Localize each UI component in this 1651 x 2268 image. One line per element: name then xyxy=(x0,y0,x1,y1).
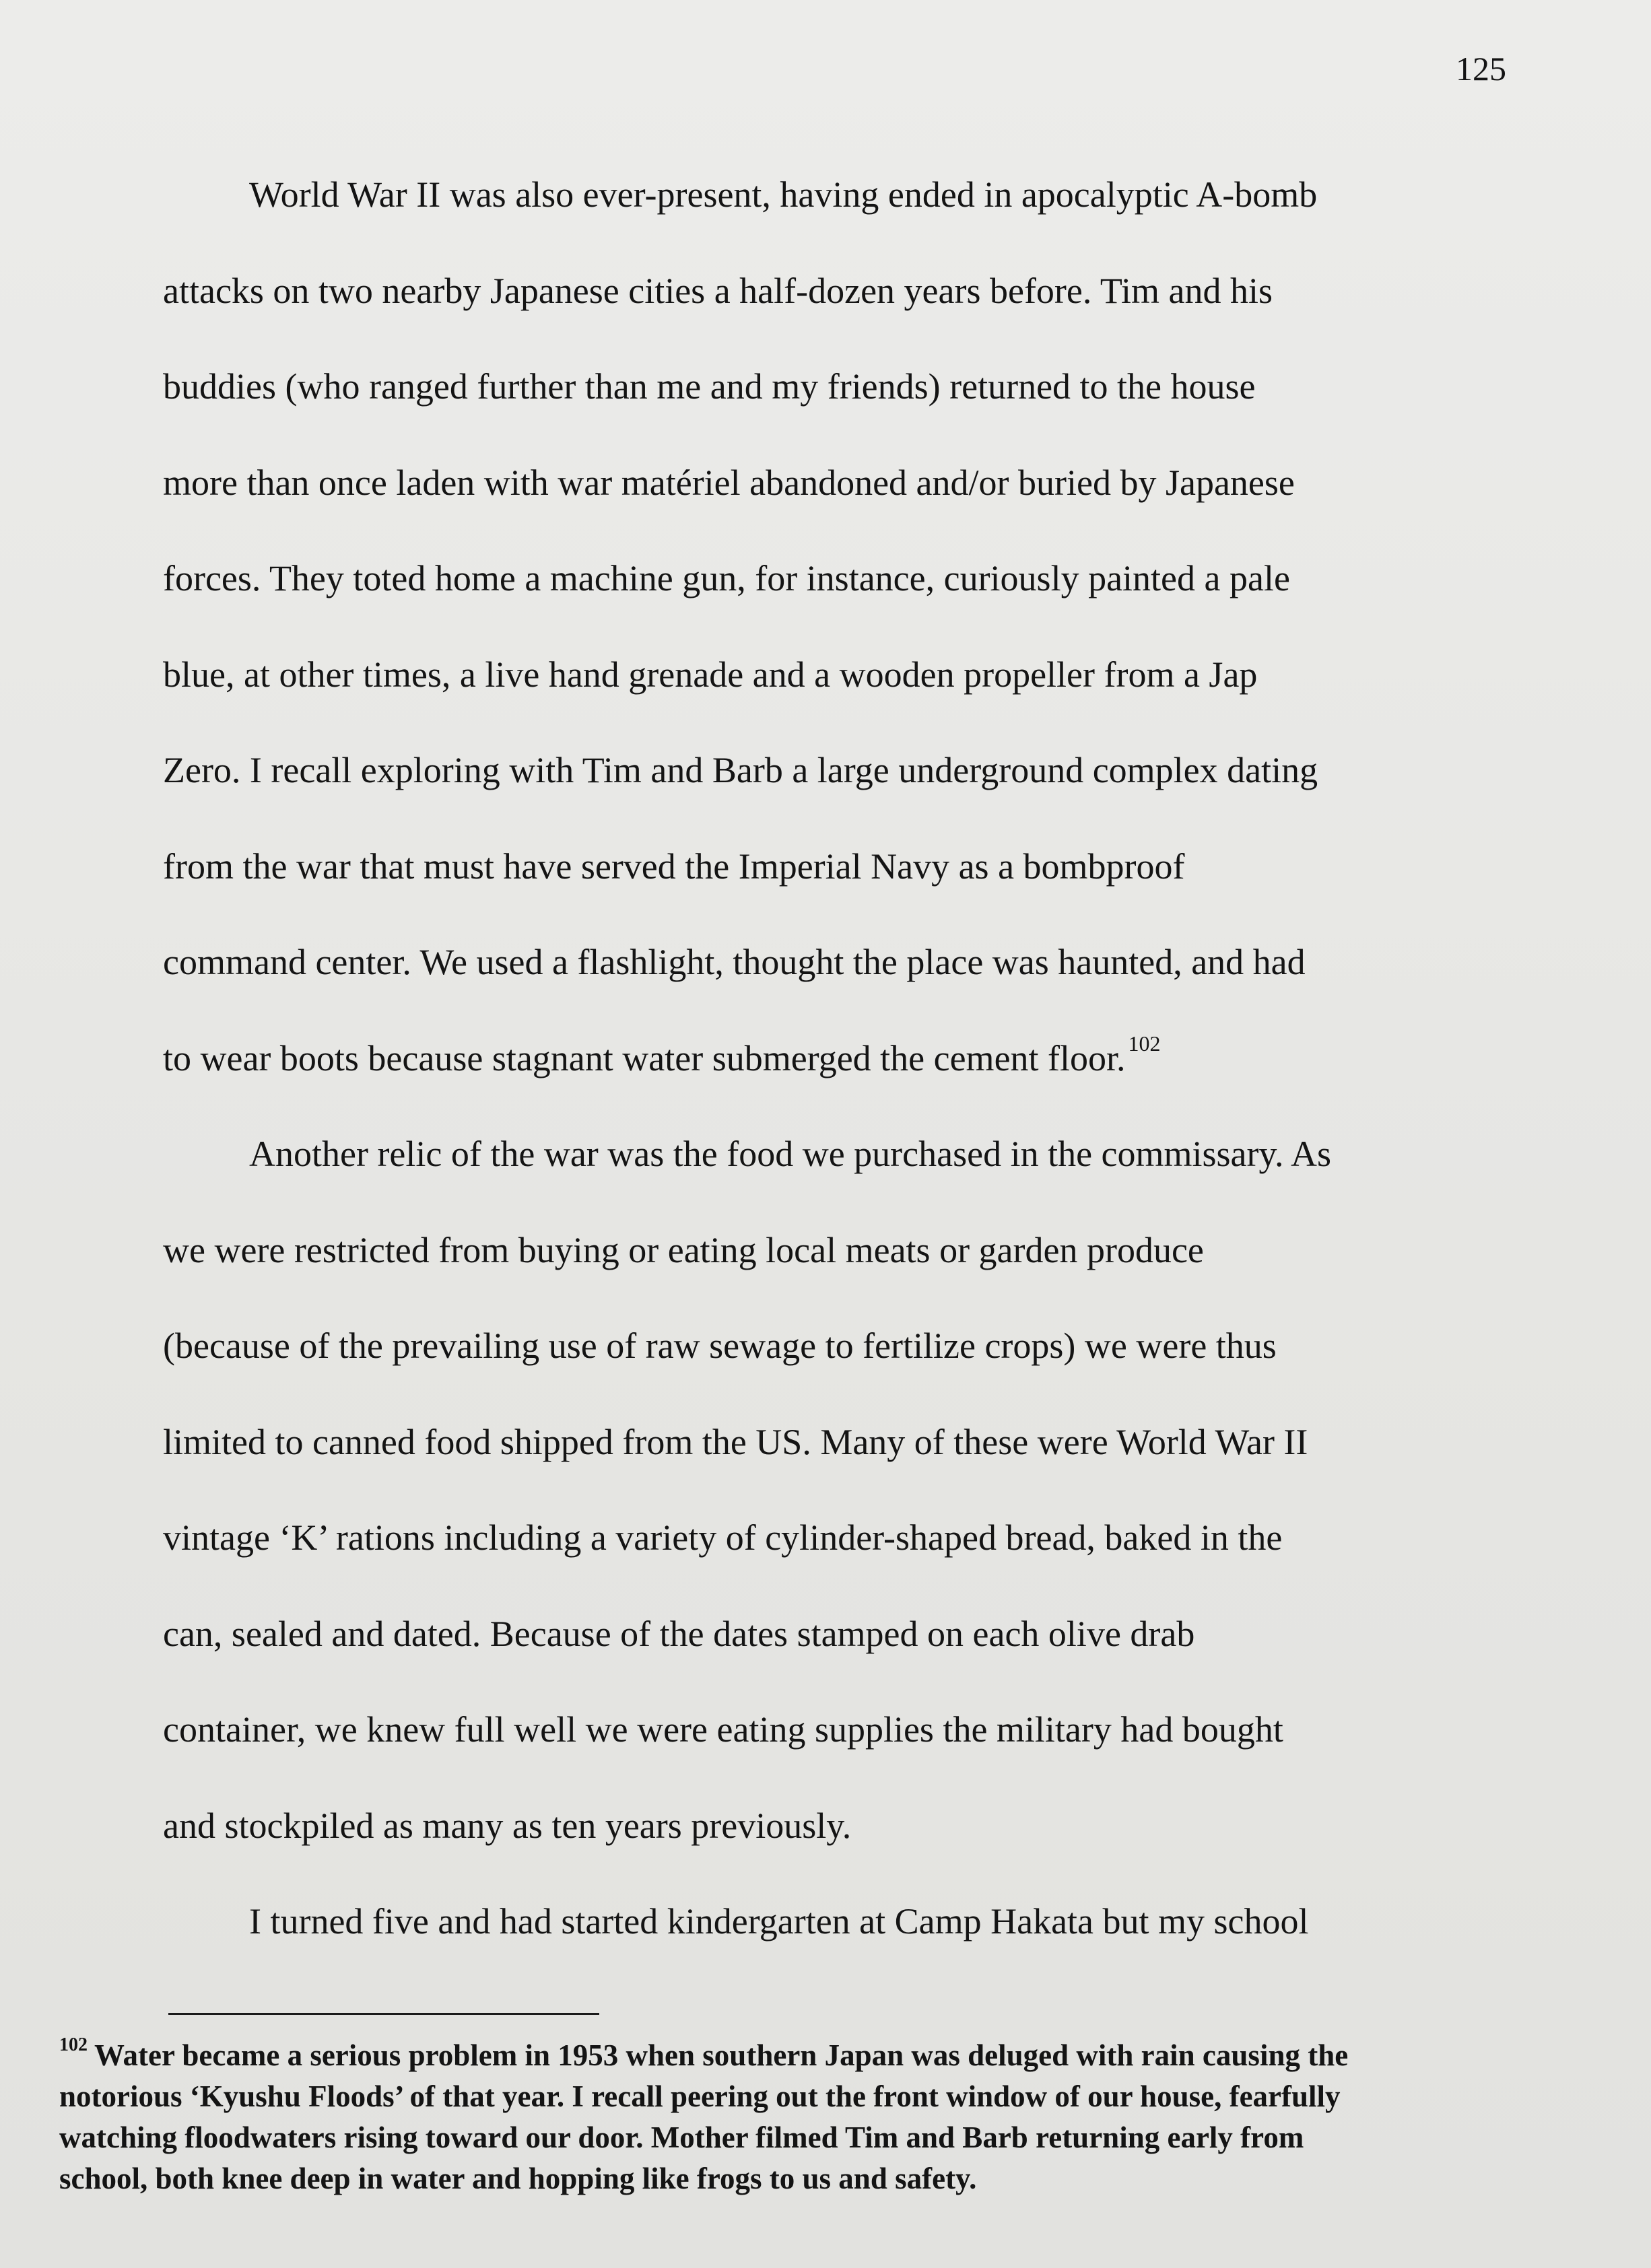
page-number: 125 xyxy=(1456,50,1506,88)
paragraph-1-line-8: from the war that must have served the Imperial Navy as a bombproof xyxy=(163,846,1185,887)
paragraph-2-line-6: can, sealed and dated. Because of the dates stamped on each olive drab xyxy=(163,1613,1195,1654)
paragraph-2-line-7: container, we knew full well we were eating supplies the military had bought xyxy=(163,1709,1283,1750)
paragraph-2-line-5: vintage ‘K’ rations including a variety of cylinder-shaped bread, baked in the xyxy=(163,1517,1283,1558)
footnote-line-3: watching floodwaters rising toward our door. Mother filmed Tim and Barb returning early from xyxy=(59,2121,1304,2154)
paragraph-1-line-10 xyxy=(163,1010,1496,1107)
footnote xyxy=(59,2035,1514,2199)
paragraph-1-line-1: World War II was also ever-present, having ended in apocalyptic A-bomb xyxy=(249,174,1318,215)
paragraph-1-line-2: attacks on two nearby Japanese cities a half-dozen years before. Tim and his xyxy=(163,270,1273,311)
paragraph-2-line-4: limited to canned food shipped from the US. Many of these were World War II xyxy=(163,1421,1308,1462)
paragraph-2-line-8: and stockpiled as many as ten years previously. xyxy=(163,1805,852,1846)
footnote-separator xyxy=(168,2013,599,2015)
paragraph-3-line-1: I turned five and had started kindergarten at Camp Hakata but my school xyxy=(249,1901,1309,1941)
footnote-line-2: notorious ‘Kyushu Floods’ of that year. I recall peering out the front window of our house, fearfully xyxy=(59,2080,1341,2113)
paragraph-1-line-3: buddies (who ranged further than me and my friends) returned to the house xyxy=(163,366,1256,407)
paragraph-2-line-1: Another relic of the war was the food we purchased in the commissary. As xyxy=(249,1134,1332,1174)
paragraph-1-line-6: blue, at other times, a live hand grenade and a wooden propeller from a Jap xyxy=(163,654,1258,695)
footnote-line-1 xyxy=(59,2035,1514,2076)
paragraph-1-line-10-text: to wear boots because stagnant water submerged the cement floor. xyxy=(163,1037,1126,1078)
paragraph-1-line-9: command center. We used a flashlight, thought the place was haunted, and had xyxy=(163,942,1306,982)
paragraph-1-line-4: more than once laden with war matériel abandoned and/or buried by Japanese xyxy=(163,462,1295,503)
footnote-line-1-text: Water became a serious problem in 1953 when southern Japan was deluged with rain causing the xyxy=(94,2038,1349,2072)
paragraph-2-line-2: we were restricted from buying or eating local meats or garden produce xyxy=(163,1229,1204,1270)
paragraph-1-line-7: Zero. I recall exploring with Tim and Barb a large underground complex dating xyxy=(163,750,1318,790)
footnote-line-4: school, both knee deep in water and hopping like frogs to us and safety. xyxy=(59,2162,977,2195)
body-text xyxy=(163,147,1496,1970)
paragraph-1-line-5: forces. They toted home a machine gun, for instance, curiously painted a pale xyxy=(163,558,1290,598)
paragraph-2-line-3: (because of the prevailing use of raw sewage to fertilize crops) we were thus xyxy=(163,1326,1277,1366)
footnote-number: 102 xyxy=(59,2034,88,2055)
footnote-reference[interactable]: 102 xyxy=(1128,1031,1161,1056)
